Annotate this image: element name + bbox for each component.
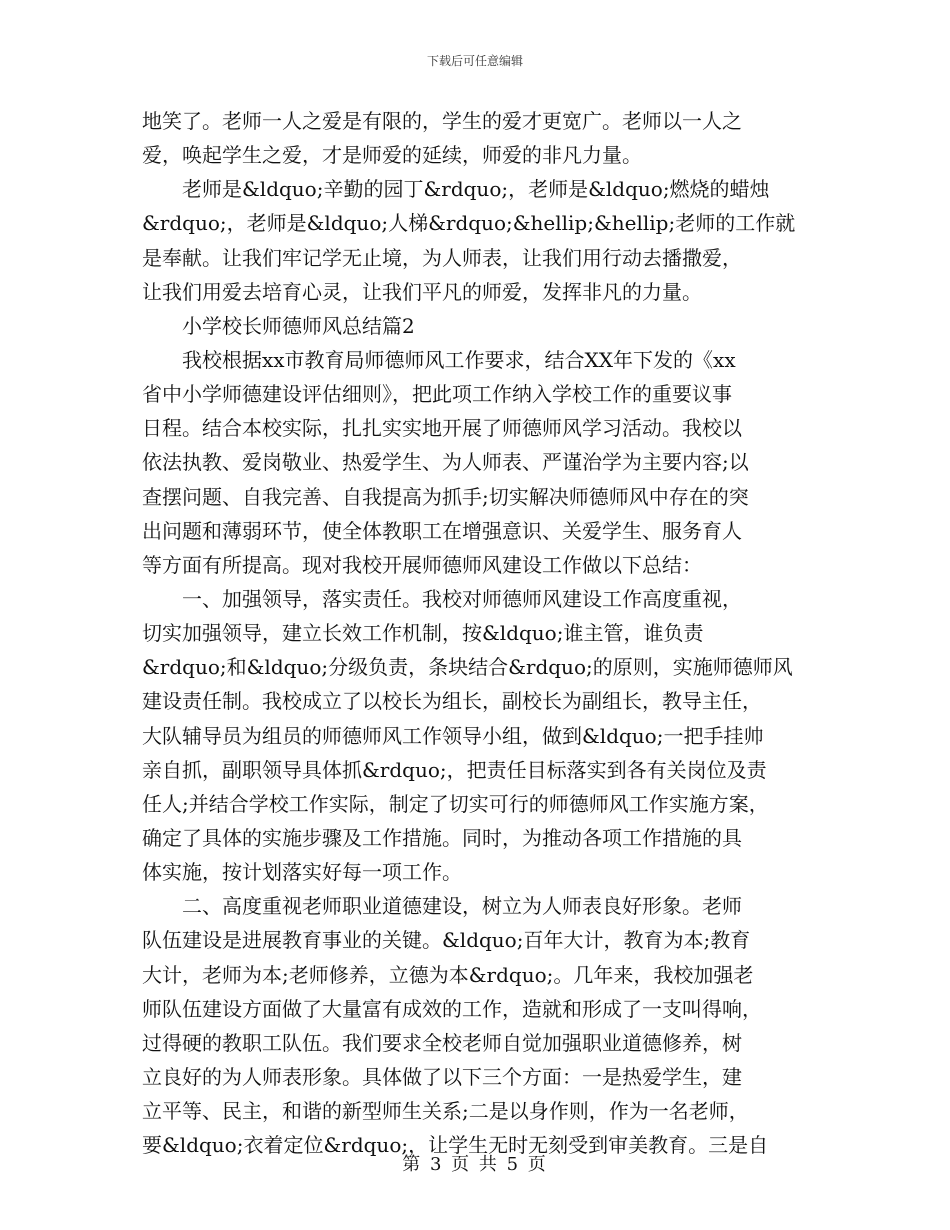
text-line: 立良好的为人师表形象。具体做了以下三个方面：一是热爱学生，建: [142, 1064, 742, 1089]
text-line: 体实施，按计划落实好每一项工作。: [142, 860, 462, 885]
text-line: 确定了具体的实施步骤及工作措施。同时，为推动各项工作措施的具: [142, 825, 742, 850]
text-line: 一、加强领导，落实责任。我校对师德师风建设工作高度重视，: [182, 586, 742, 611]
text-line: 让我们用爱去培育心灵，让我们平凡的师爱，发挥非凡的力量。: [142, 279, 702, 304]
text-line: 小学校长师德师风总结篇2: [182, 313, 415, 338]
text-line: 切实加强领导，建立长效工作机制，按&ldquo;谁主管，谁负责: [142, 621, 704, 646]
page-footer: 第 3 页 共 5 页: [402, 1154, 548, 1175]
text-line: 日程。结合本校实际，扎扎实实地开展了师德师风学习活动。我校以: [142, 416, 742, 441]
text-line: 大计，老师为本;老师修养，立德为本&rdquo;。几年来，我校加强老: [142, 962, 754, 987]
text-line: 等方面有所提高。现对我校开展师德师风建设工作做以下总结：: [142, 552, 702, 577]
text-line: 大队辅导员为组员的师德师风工作领导小组，做到&ldquo;一把手挂帅: [142, 723, 764, 748]
text-line: 老师是&ldquo;辛勤的园丁&rdquo;，老师是&ldquo;燃烧的蜡烛: [182, 177, 770, 202]
text-line: 查摆问题、自我完善、自我提高为抓手;切实解决师德师风中存在的突: [142, 484, 749, 509]
text-line: 过得硬的教职工队伍。我们要求全校老师自觉加强职业道德修养，树: [142, 1030, 742, 1055]
text-line: 是奉献。让我们牢记学无止境，为人师表，让我们用行动去播撒爱，: [142, 245, 742, 270]
text-line: 依法执教、爱岗敬业、热爱学生、为人师表、严谨治学为主要内容;以: [142, 450, 749, 475]
text-line: 要&ldquo;衣着定位&rdquo;，让学生无时无刻受到审美教育。三是自: [142, 1133, 769, 1158]
text-line: 爱，唤起学生之爱，才是师爱的延续，师爱的非凡力量。: [142, 143, 642, 168]
text-line: 立平等、民主，和谐的新型师生关系;二是以身作则，作为一名老师，: [142, 1099, 749, 1124]
page-header: 下载后可任意编辑: [426, 54, 523, 68]
text-line: 出问题和薄弱环节，使全体教职工在增强意识、关爱学生、服务育人: [142, 518, 742, 543]
text-line: 师队伍建设方面做了大量富有成效的工作，造就和形成了一支叫得响，: [142, 996, 762, 1021]
text-line: &rdquo;和&ldquo;分级负责，条块结合&rdquo;的原则，实施师德师风: [142, 655, 793, 680]
text-line: 亲自抓，副职领导具体抓&rdquo;，把责任目标落实到各有关岗位及责: [142, 757, 767, 782]
text-line: 建设责任制。我校成立了以校长为组长，副校长为副组长，教导主任，: [142, 689, 762, 714]
document-body: [142, 104, 822, 1162]
text-line: 二、高度重视老师职业道德建设，树立为人师表良好形象。老师: [182, 894, 742, 919]
text-line: 任人;并结合学校工作实际，制定了切实可行的师德师风工作实施方案，: [142, 791, 769, 816]
text-line: 我校根据xx市教育局师德师风工作要求，结合XX年下发的《xx: [182, 347, 736, 372]
text-line: 队伍建设是进展教育事业的关键。&ldquo;百年大计，教育为本;教育: [142, 928, 751, 953]
text-line: 地笑了。老师一人之爱是有限的，学生的爱才更宽广。老师以一人之: [142, 109, 742, 133]
text-line: 省中小学师德建设评估细则》，把此项工作纳入学校工作的重要议事: [142, 382, 732, 407]
text-line: &rdquo;，老师是&ldquo;人梯&rdquo;&hellip;&hellip;老师的工作就: [142, 211, 796, 236]
